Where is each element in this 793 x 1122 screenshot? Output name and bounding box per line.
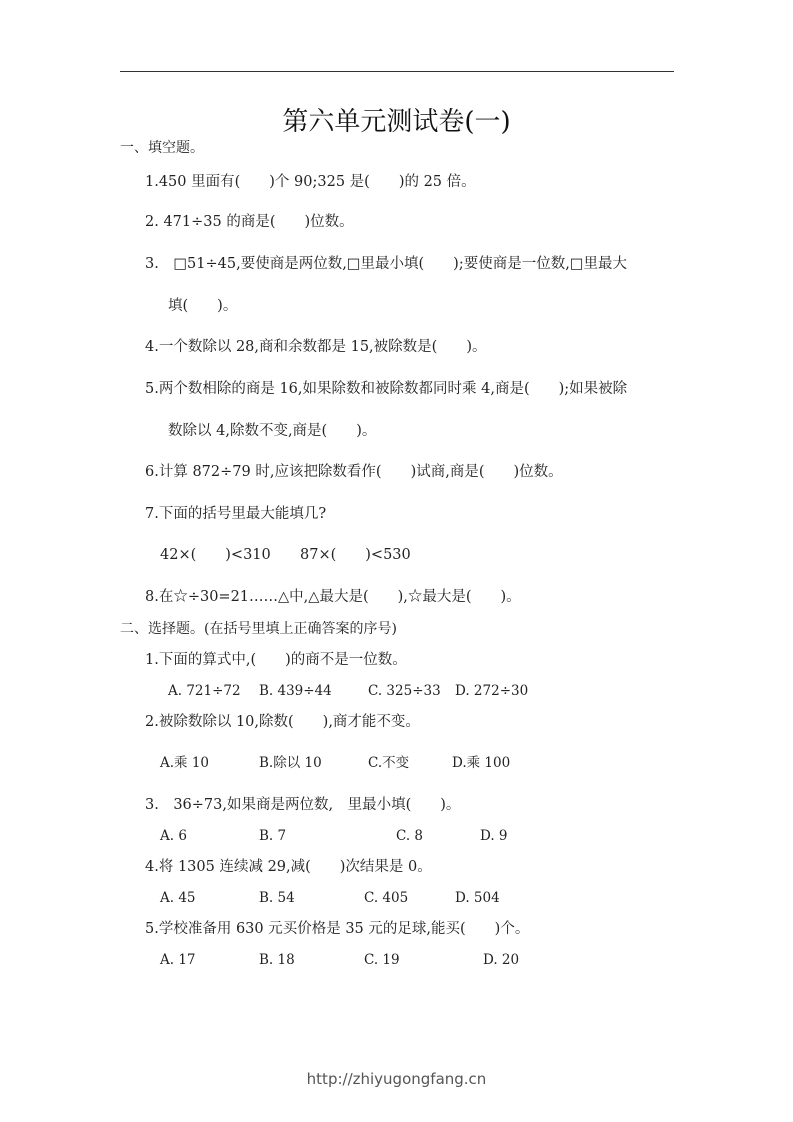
option-2-1-b: B. 439÷44 bbox=[259, 683, 332, 699]
option-2-4-b: B. 54 bbox=[259, 890, 295, 906]
option-2-4-c: C. 405 bbox=[364, 890, 409, 906]
question-1-1: 1.450 里面有( )个 90;325 是( )的 25 倍。 bbox=[145, 174, 476, 190]
option-2-4-d: D. 504 bbox=[455, 890, 500, 906]
question-1-3-line2: 填( )。 bbox=[168, 298, 238, 314]
question-1-7-part-a: 42×( )<310 bbox=[160, 547, 271, 563]
option-2-5-b: B. 18 bbox=[259, 952, 295, 968]
option-2-5-a: A. 17 bbox=[160, 952, 196, 968]
option-2-1-d: D. 272÷30 bbox=[455, 683, 529, 699]
option-2-3-a: A. 6 bbox=[160, 828, 187, 844]
option-2-2-b: B.除以 10 bbox=[259, 755, 322, 771]
section-1-heading: 一、填空题。 bbox=[120, 140, 204, 156]
header-rule bbox=[120, 71, 674, 72]
option-2-2-c: C.不变 bbox=[368, 755, 410, 771]
option-2-2-d: D.乘 100 bbox=[452, 755, 511, 771]
question-1-7-part-b: 87×( )<530 bbox=[300, 547, 411, 563]
question-2-2: 2.被除数除以 10,除数( ),商才能不变。 bbox=[145, 714, 420, 730]
question-1-7: 7.下面的括号里最大能填几? bbox=[145, 506, 327, 522]
question-1-6: 6.计算 872÷79 时,应该把除数看作( )试商,商是( )位数。 bbox=[145, 464, 563, 480]
option-2-3-c: C. 8 bbox=[396, 828, 424, 844]
option-2-1-a: A. 721÷72 bbox=[168, 683, 241, 699]
option-2-4-a: A. 45 bbox=[160, 890, 196, 906]
section-2-heading: 二、选择题。(在括号里填上正确答案的序号) bbox=[120, 621, 397, 637]
question-1-2: 2. 471÷35 的商是( )位数。 bbox=[145, 214, 354, 230]
question-1-5-line1: 5.两个数相除的商是 16,如果除数和被除数都同时乘 4,商是( );如果被除 bbox=[145, 381, 628, 397]
question-1-3-line1: 3. □51÷45,要使商是两位数,□里最小填( );要使商是一位数,□里最大 bbox=[145, 256, 628, 272]
question-1-5-line2: 数除以 4,除数不变,商是( )。 bbox=[168, 423, 377, 439]
footer-url[interactable]: http://zhiyugongfang.cn bbox=[306, 1070, 487, 1088]
option-2-3-d: D. 9 bbox=[480, 828, 508, 844]
option-2-5-c: C. 19 bbox=[364, 952, 400, 968]
question-2-3: 3. 36÷73,如果商是两位数, 里最小填( )。 bbox=[145, 797, 461, 813]
question-2-5: 5.学校准备用 630 元买价格是 35 元的足球,能买( )个。 bbox=[145, 921, 530, 937]
question-1-8: 8.在☆÷30=21……△中,△最大是( ),☆最大是( )。 bbox=[145, 589, 521, 605]
question-2-1: 1.下面的算式中,( )的商不是一位数。 bbox=[145, 652, 407, 668]
question-2-4: 4.将 1305 连续减 29,减( )次结果是 0。 bbox=[145, 859, 432, 875]
option-2-3-b: B. 7 bbox=[259, 828, 287, 844]
page-title: 第六单元测试卷(一) bbox=[282, 107, 511, 137]
option-2-5-d: D. 20 bbox=[483, 952, 520, 968]
question-1-4: 4.一个数除以 28,商和余数都是 15,被除数是( )。 bbox=[145, 339, 487, 355]
option-2-1-c: C. 325÷33 bbox=[368, 683, 441, 699]
option-2-2-a: A.乘 10 bbox=[160, 755, 210, 771]
